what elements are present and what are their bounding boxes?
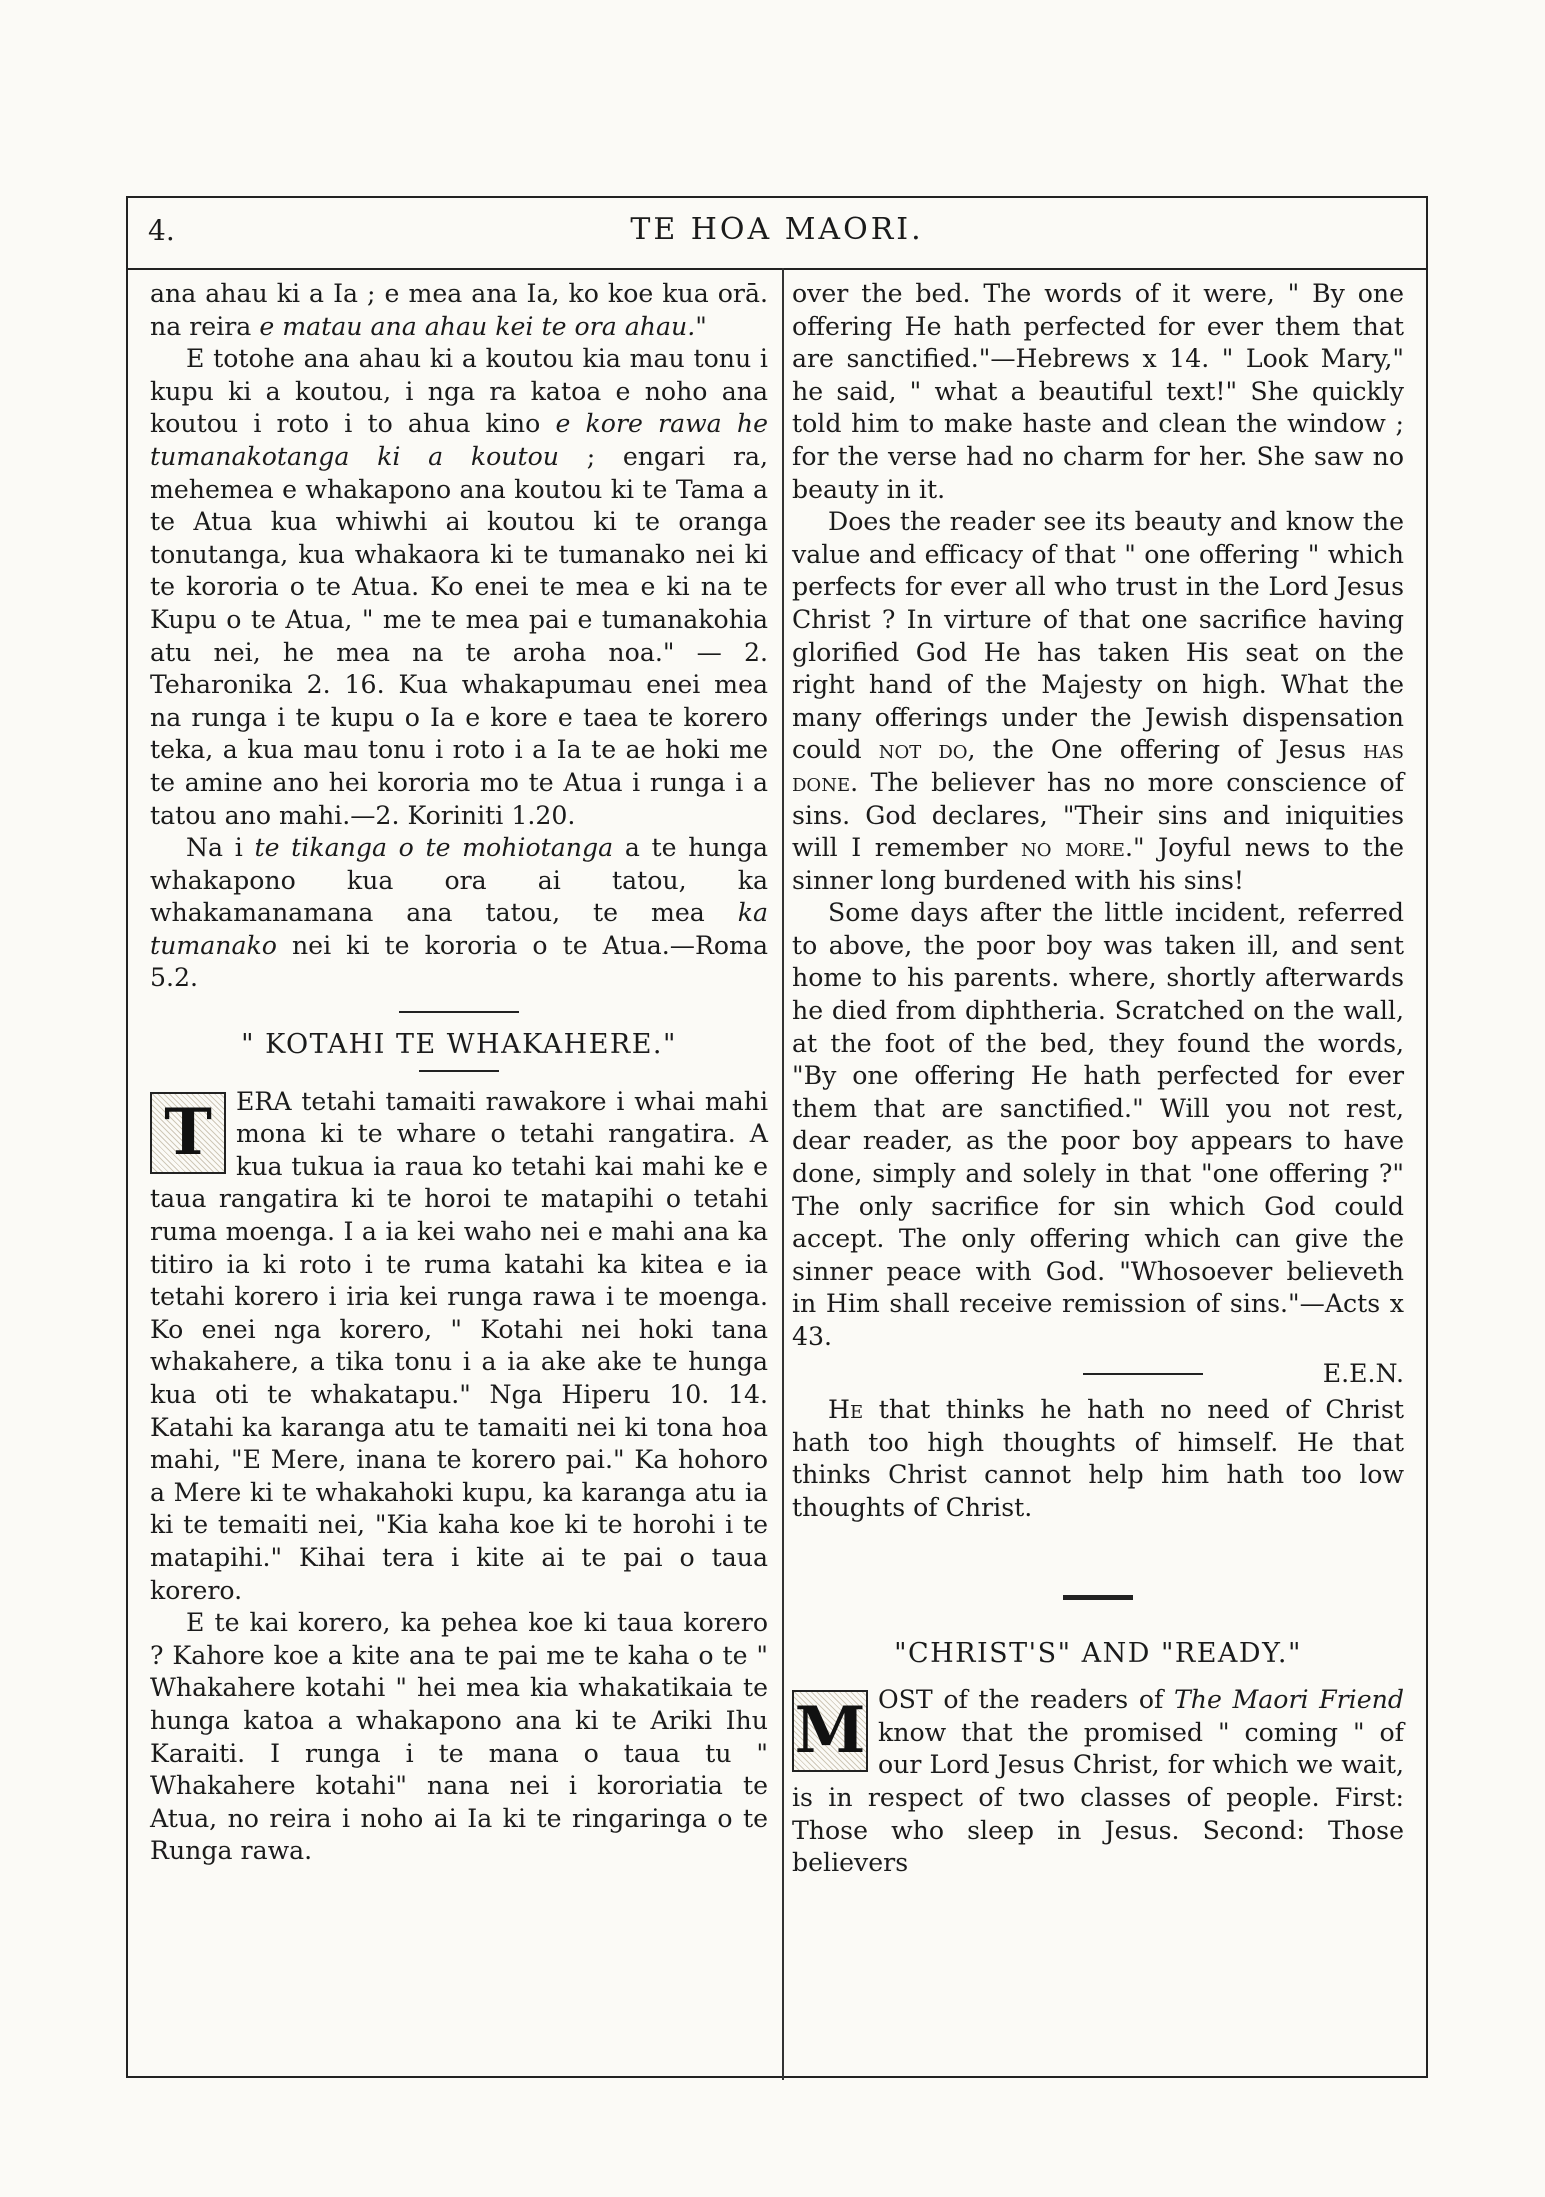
right-column [792, 278, 1404, 1880]
paragraph: over the bed. The words of it were, " By one offering He hath perfected for ever them that are sanctified."—Hebrews x 14. " Look Mary," he said, " what a beautiful text!" She quickly told him to make haste and clean the window ; for the verse had no charm for her. She saw no beauty in it. [792, 279, 1404, 504]
dropcap-t: T [150, 1092, 226, 1174]
newspaper-title: TE HOA MAORI. [630, 212, 924, 247]
paragraph: Na i te tikanga o te mohiotanga a te hunga whakapono kua ora ai tatou, ka whakamanamana ana tatou, te mea ka tumanako nei ki te kororia o te Atua.—Roma 5.2. [150, 833, 769, 993]
left-column [150, 278, 768, 1868]
paragraph: Does the reader see its beauty and know the value and efficacy of that " one offering " which perfects for ever all who trust in the Lord Jesus Christ ? In virture of that one sacrifice having glorified God He has taken His seat on the right hand of the Majesty on high. What the many offerings under the Jewish dispensation could not do, the One offering of Jesus has done. The believer has no more conscience of sins. God declares, "Their sins and iniquities will I remember no more." Joyful news to the sinner long burdened with his sins! [792, 507, 1404, 895]
section-title: "CHRIST'S" AND "READY." [894, 1637, 1302, 1669]
section-rule [399, 1011, 519, 1013]
paragraph: M OST of the readers of The Maori Friend know that the promised " coming " of our Lord Jesus Christ, for which we wait, is in respect of two classes of people. First: Those who sleep in Jesus. Second: Those believers [792, 1685, 1404, 1878]
column-divider [782, 268, 784, 2080]
paragraph: ana ahau ki a Ia ; e mea ana Ia, ko koe kua orā. na reira e matau ana ahau kei te ora ahau." [150, 279, 768, 341]
author-signature: E.E.N. [1322, 1358, 1404, 1388]
paragraph: E totohe ana ahau ki a koutou kia mau tonu i kupu ki a koutou, i nga ra katoa e noho ana koutou i roto i to ahua kino e kore rawa he tumanakotanga ki a koutou ; engari ra, mehemea e whakapono ana koutou ki te Tama a te Atua kua whiwhi ai koutou ki te oranga tonutanga, kua whakaora ki te tumanako nei ki te kororia o te Atua. Ko enei te mea e ki na te Kupu o te Atua, " me te mea pai e tumanakohia atu nei, he mea na te aroha noa." — 2. Teharonika 2. 16. Kua whakapumau enei mea na runga i te kupu o Ia e kore e taea te korero teka, a kua mau tonu i roto i a Ia te ae hoki me te amine ano hei kororia mo te Atua i runga i a tatou ano mahi.—2. Koriniti 1.20. [150, 344, 769, 830]
section-rule [419, 1070, 499, 1072]
paragraph: He that thinks he hath no need of Christ hath too high thoughts of himself. He that thinks Christ cannot help him hath too low thoughts of Christ. [792, 1395, 1404, 1522]
page-header [126, 196, 1428, 258]
paragraph: T ERA tetahi tamaiti rawakore i whai mahi mona ki te whare o tetahi rangatira. A kua tukua ia raua ko tetahi kai mahi ke e taua rangatira ki te horoi te matapihi o tetahi ruma moenga. I a ia kei waho nei e mahi ana ka titiro ia ki roto i te ruma katahi ka kitea e ia tetahi korero i iria kei runga rawa i te moenga. Ko enei nga korero, " Kotahi nei hoki tana whakahere, a tika tonu i a ia ake ake te hunga kua oti te whakatapu." Nga Hiperu 10. 14. Katahi ka karanga atu te tamaiti nei ki tona hoa mahi, "E Mere, inana te korero pai." Ka hohoro a Mere ki te whakahoki kupu, ka karanga atu ia ki te temaiti nei, "Kia kaha koe ki te horohi i te matapihi." Kihai tera i kite ai te pai o taua korero. [150, 1086, 768, 1605]
header-rule [126, 268, 1428, 270]
paragraph: E te kai korero, ka pehea koe ki taua korero ? Kahore koe a kite ana te pai me te kaha o te " Whakahere kotahi " hei mea kia whakatikaia te hunga katoa a whakapono ana ki te Ariki Ihu Karaiti. I runga i te mana o taua tu " Whakahere kotahi" nana nei i kororiatia te Atua, no reira i noho ai Ia ki te ringaringa o te Runga rawa. [150, 1608, 768, 1866]
section-rule [1063, 1595, 1133, 1600]
section-rule [1083, 1373, 1203, 1375]
page-number: 4. [148, 214, 175, 247]
dropcap-m: M [792, 1690, 868, 1772]
section-title: " KOTAHI TE WHAKAHERE." [241, 1029, 677, 1061]
signature-line [792, 1358, 1404, 1391]
paragraph: Some days after the little incident, referred to above, the poor boy was taken ill, and sent home to his parents. where, shortly afterwards he died from diphtheria. Scratched on the wall, at the foot of the bed, they found the words, "By one offering He hath perfected for ever them that are sanctified." Will you not rest, dear reader, as the poor boy appears to have done, simply and solely in that "one offering ?" The only sacrifice for sin which God could accept. The only offering which can give the sinner peace with God. "Whosoever believeth in Him shall receive remission of sins."—Acts x 43. [792, 898, 1404, 1351]
